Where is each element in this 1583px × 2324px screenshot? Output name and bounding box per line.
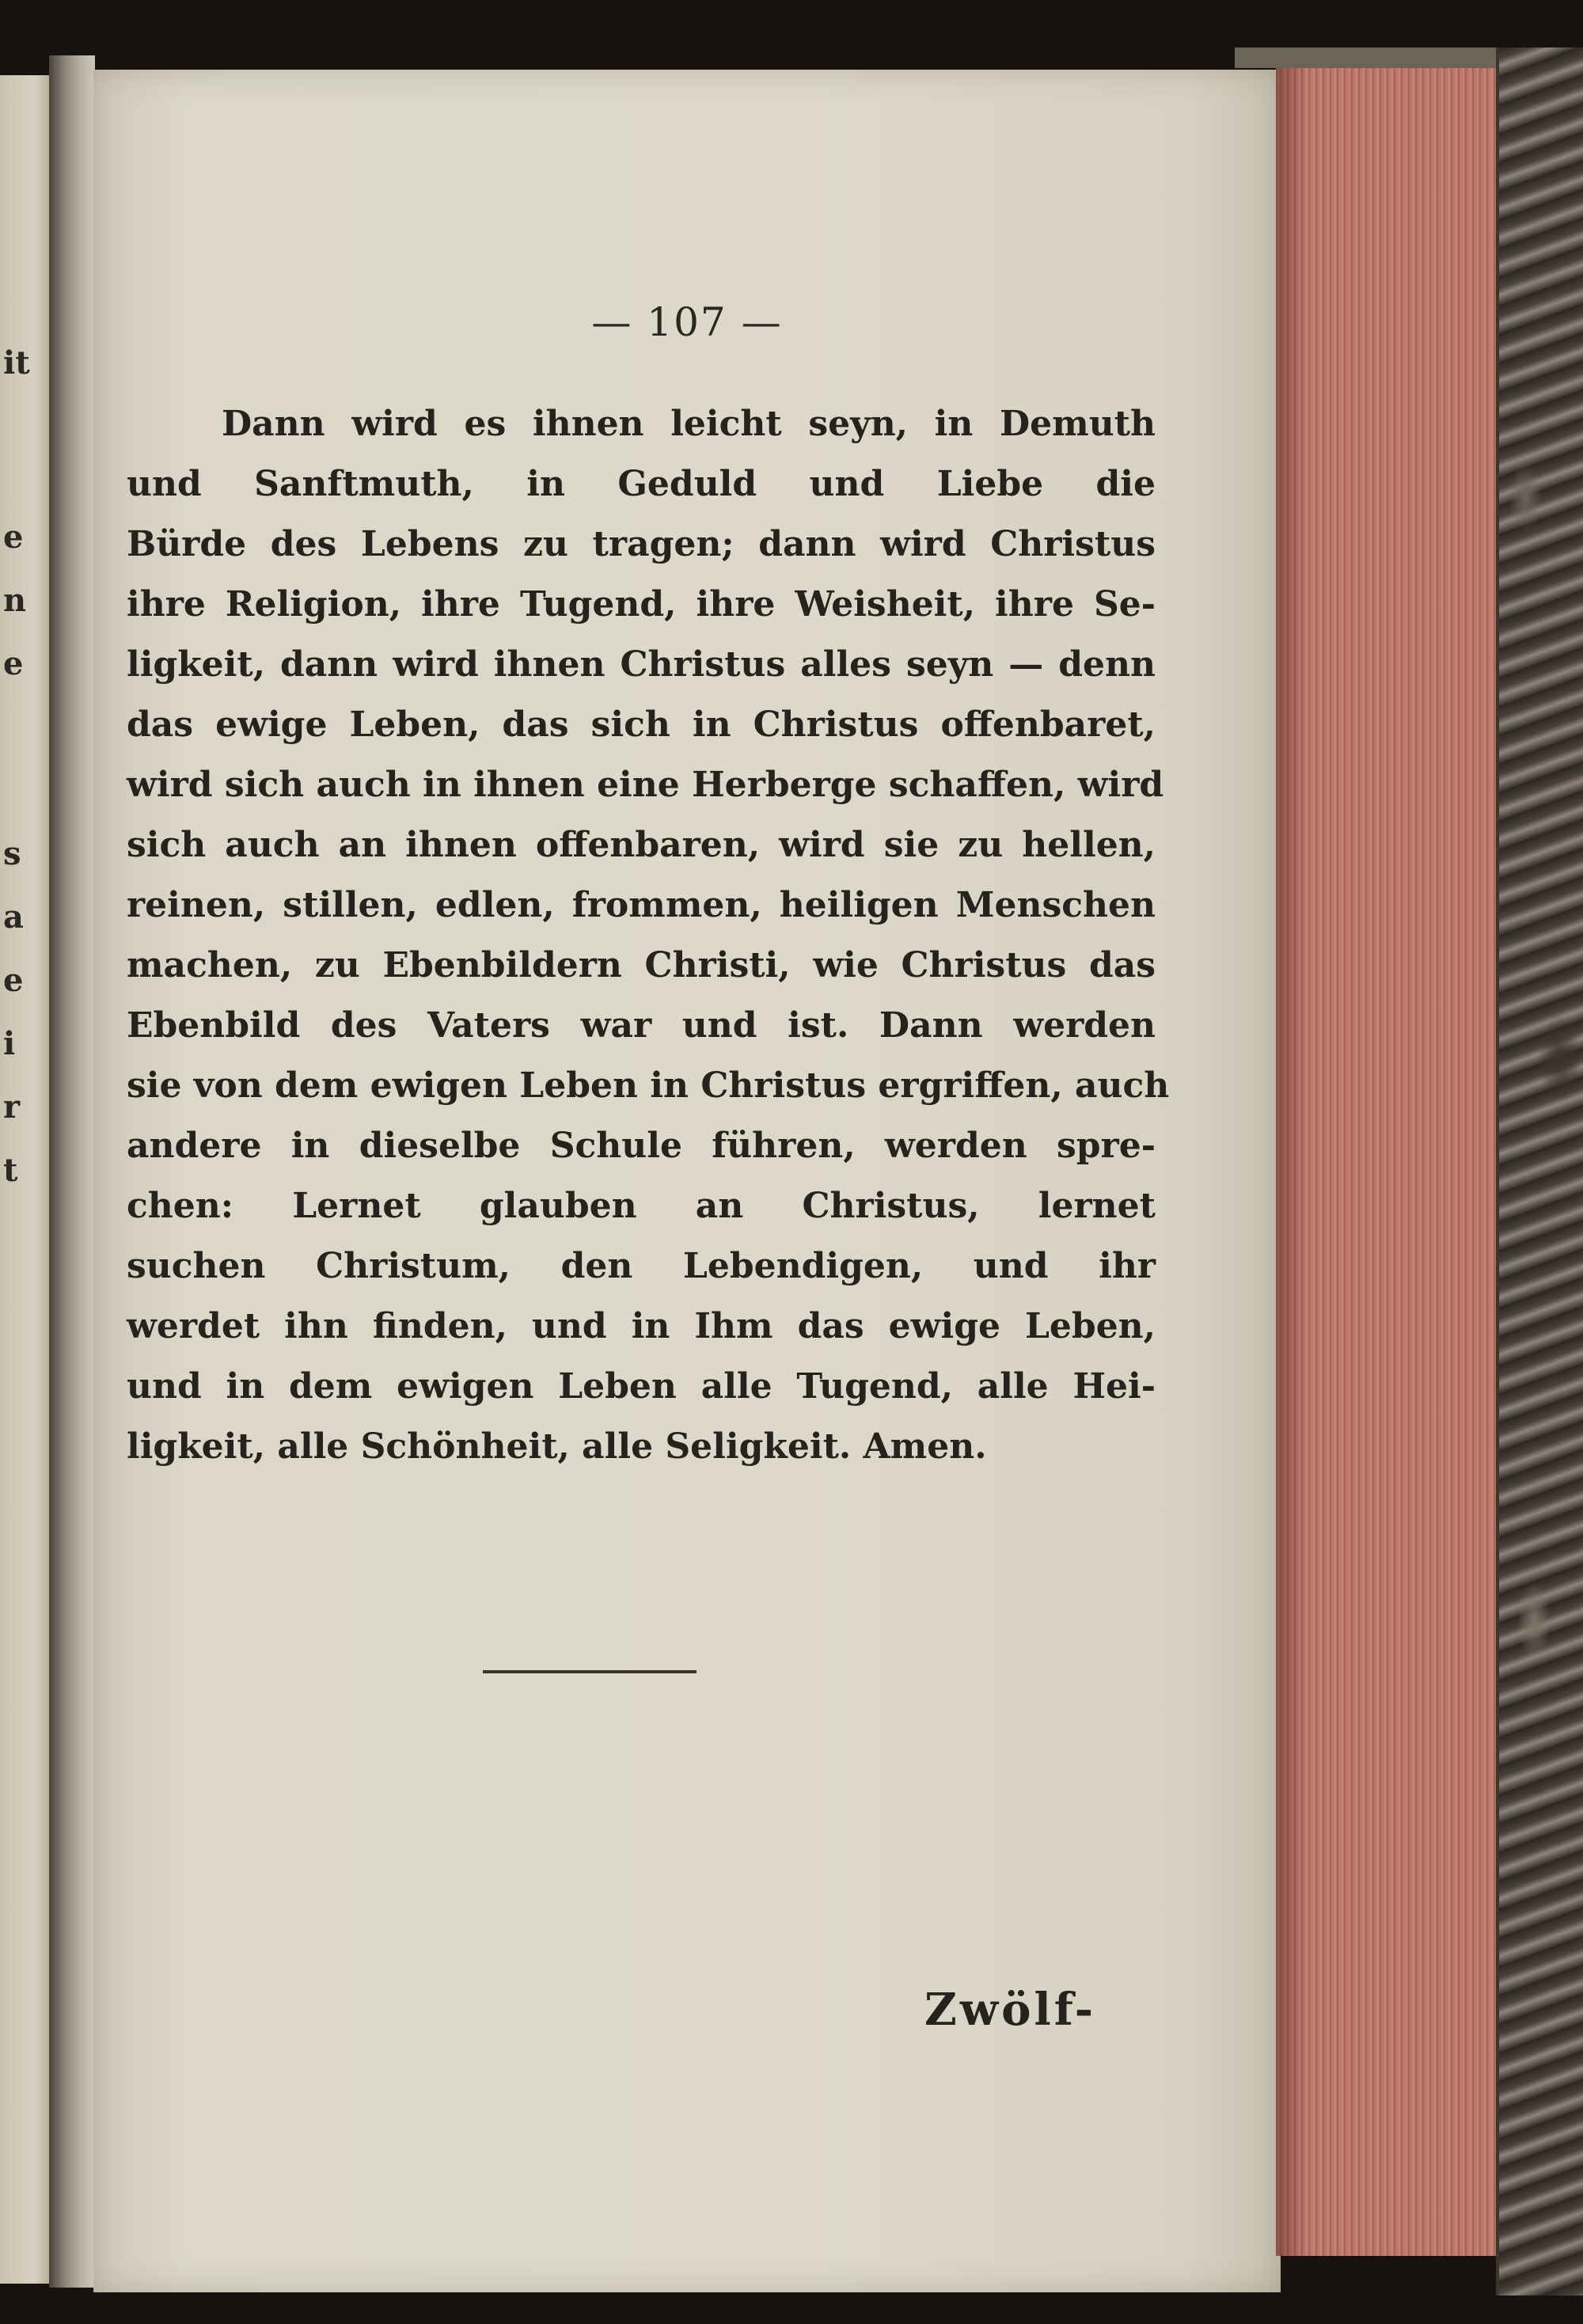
margin-fragment: n — [3, 582, 27, 619]
text-line: reinen, stillen, edlen, frommen, heiligen Menschen — [127, 885, 1156, 925]
margin-fragment: it — [3, 344, 30, 382]
margin-fragment: e — [3, 518, 24, 556]
text-line: Ebenbild des Vaters war und ist. Dann werden — [127, 1005, 1156, 1046]
text-line: ligkeit, alle Schönheit, alle Seligkeit. Amen. — [127, 1426, 987, 1467]
text-line: werdet ihn finden, und in Ihm das ewige Leben, — [127, 1306, 1156, 1346]
margin-fragment: s — [3, 835, 21, 872]
margin-fragment: a — [3, 898, 24, 936]
page-edges — [1276, 63, 1504, 2256]
text-line: andere in dieselbe Schule führen, werden spre- — [127, 1126, 1156, 1166]
text-line: ligkeit, dann wird ihnen Christus alles seyn — denn — [127, 644, 1156, 685]
previous-page-edge — [0, 75, 51, 2284]
page-edges-shadow — [1276, 63, 1308, 2256]
catchword: Zwölf- — [924, 1984, 1097, 2036]
text-line: sie von dem ewigen Leben in Christus ergriffen, auch — [127, 1065, 1170, 1106]
text-line: wird sich auch in ihnen eine Herberge schaffen, wird — [127, 765, 1164, 805]
text-line: Dann wird es ihnen leicht seyn, in Demuth — [222, 404, 1156, 444]
section-end-rule — [483, 1670, 697, 1673]
book-gutter — [49, 55, 95, 2288]
text-line: Bürde des Lebens zu tragen; dann wird Christus — [127, 524, 1156, 564]
margin-fragment: e — [3, 962, 24, 999]
text-line: und Sanftmuth, in Geduld und Liebe die — [127, 464, 1156, 504]
margin-fragment: t — [3, 1152, 18, 1189]
marbled-cover — [1496, 47, 1583, 2296]
text-line: chen: Lernet glauben an Christus, lernet — [127, 1186, 1156, 1226]
text-line: machen, zu Ebenbildern Christi, wie Christus das — [127, 945, 1156, 985]
margin-fragment: i — [3, 1025, 16, 1062]
text-line: das ewige Leben, das sich in Christus offenbaret, — [127, 704, 1156, 745]
text-line: sich auch an ihnen offenbaren, wird sie zu hellen, — [127, 825, 1156, 865]
book-page — [93, 70, 1281, 2292]
text-line: suchen Christum, den Lebendigen, und ihr — [127, 1246, 1156, 1286]
margin-fragment: r — [3, 1088, 21, 1126]
text-line: ihre Religion, ihre Tugend, ihre Weisheit, ihre Se- — [127, 584, 1156, 625]
margin-fragment: e — [3, 645, 24, 682]
page-number: — 107 — — [591, 299, 783, 345]
text-line: und in dem ewigen Leben alle Tugend, alle Hei- — [127, 1366, 1156, 1407]
page-body-text — [127, 394, 1170, 1477]
